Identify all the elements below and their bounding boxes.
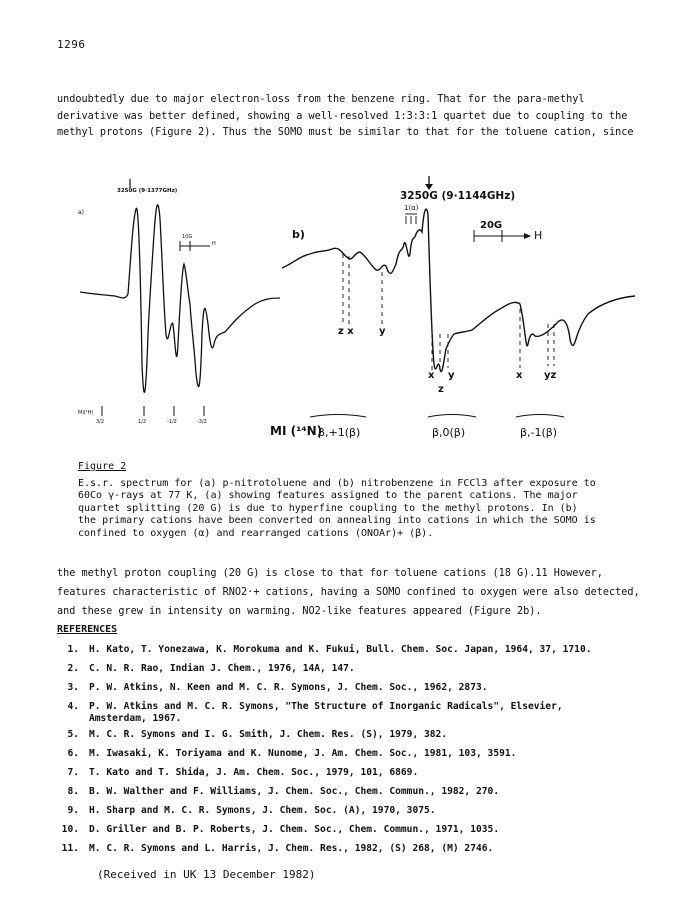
reference-text: M. Iwasaki, K. Toriyama and K. Nunome, J. Am. Chem. Soc., 1981, 103, 3591.: [89, 748, 517, 759]
beta-label: β,-1(β): [520, 426, 558, 439]
reference-text: C. N. R. Rao, Indian J. Chem., 1976, 14A, 147.: [89, 663, 355, 674]
caption-line: quartet splitting (20 G) is due to hyperfine coupling to the methyl protons. In (b): [78, 502, 578, 514]
reference-text-continued: Amsterdam, 1967.: [89, 713, 182, 724]
references-heading: REFERENCES: [57, 624, 118, 635]
beta-label: β,+1(β): [318, 426, 361, 439]
reference-text: D. Griller and B. P. Roberts, J. Chem. Soc., Chem. Commun., 1971, 1035.: [89, 824, 500, 835]
panel-b-left-label: y: [379, 326, 386, 337]
caption-line: the primary cations have been converted on annealing into cations in which the SOMO is: [78, 515, 596, 526]
figure-2: [70, 174, 645, 469]
reference-item: [57, 729, 657, 748]
reference-item: [57, 644, 657, 663]
panel-a-mi-value: 1/2: [138, 419, 147, 425]
intro-line: methyl protons (Figure 2). Thus the SOMO must be similar to that for the toluene cation, since: [57, 127, 634, 138]
panel-b-label: b): [292, 228, 305, 241]
reference-item: [57, 824, 657, 843]
reference-item: [57, 701, 657, 729]
panel-a-label: a): [78, 209, 85, 216]
reference-number: 9.: [67, 805, 79, 816]
reference-text: T. Kato and T. Shida, J. Am. Chem. Soc., 1979, 101, 6869.: [89, 767, 419, 778]
references-list: [57, 644, 657, 862]
reference-number: 4.: [67, 701, 79, 712]
reference-number: 5.: [67, 729, 79, 740]
body-line: and these grew in intensity on warming. NO2-like features appeared (Figure 2b).: [57, 606, 542, 617]
panel-a-scale-unit: H: [212, 241, 216, 247]
reference-number: 7.: [67, 767, 79, 778]
panel-a-mi-value: -1/2: [167, 419, 177, 425]
panel-b-mi-label: MI (¹⁴N): [270, 424, 323, 438]
reference-text: H. Kato, T. Yonezawa, K. Morokuma and K. Fukui, Bull. Chem. Soc. Japan, 1964, 37, 1710.: [89, 644, 592, 655]
beta-label: β,0(β): [432, 426, 466, 439]
figure-caption: [78, 461, 618, 540]
reference-number: 6.: [67, 748, 79, 759]
panel-a-mi-value: 3/2: [96, 419, 105, 425]
caption-line: E.s.r. spectrum for (a) p-nitrotoluene and (b) nitrobenzene in FCCl3 after exposure to: [78, 477, 596, 489]
intro-line: derivative was better defined, showing a well-resolved 1:3:3:1 quartet due to coupling to the: [57, 110, 628, 122]
panel-a-mi-value: -3/2: [197, 419, 207, 425]
caption-line: confined to oxygen (α) and rearranged cations (ONOAr)+ (β).: [78, 527, 434, 539]
reference-number: 11.: [61, 843, 79, 854]
reference-item: [57, 767, 657, 786]
panel-b-scale-unit: H: [534, 229, 543, 242]
reference-number: 2.: [67, 663, 79, 674]
panel-b-field-label: 3250G (9·1144GHz): [400, 190, 516, 202]
reference-text: B. W. Walther and F. Williams, J. Chem. Soc., Chem. Commun., 1982, 270.: [89, 786, 500, 797]
reference-item: [57, 682, 657, 701]
intro-line: undoubtedly due to major electron-loss from the benzene ring. That for the para-methyl: [57, 94, 585, 105]
panel-a-scale-label: 10G: [182, 234, 193, 240]
spectrum-b-trace: [282, 209, 635, 372]
beta-brackets: [310, 415, 564, 418]
reference-item: [57, 663, 657, 682]
reference-text: M. C. R. Symons and I. G. Smith, J. Chem. Res. (S), 1979, 382.: [89, 729, 448, 740]
body-paragraph: [57, 564, 640, 621]
reference-number: 1.: [67, 644, 79, 655]
spectrum-a-trace: [80, 205, 280, 393]
reference-text: H. Sharp and M. C. R. Symons, J. Chem. Soc. (A), 1970, 3075.: [89, 805, 436, 816]
intro-paragraph: [57, 92, 637, 142]
panel-b-right-label: yz: [544, 370, 557, 381]
reference-text: P. W. Atkins, N. Keen and M. C. R. Symons, J. Chem. Soc., 1962, 2873.: [89, 682, 488, 693]
esr-spectra: [70, 174, 645, 469]
reference-number: 8.: [67, 786, 79, 797]
page-number: 1296: [57, 38, 86, 51]
reference-item: [57, 805, 657, 824]
caption-line: 60Co γ-rays at 77 K, (a) showing features assigned to the parent cations. The major: [78, 490, 578, 501]
panel-b-right-label: x: [516, 370, 523, 381]
reference-number: 3.: [67, 682, 79, 693]
panel-b-alpha-label: 1(α): [404, 204, 419, 212]
body-line: features characteristic of RNO2·+ cations, having a SOMO confined to oxygen were also detected,: [57, 587, 640, 598]
reference-item: [57, 843, 657, 862]
panel-b-center-label: x: [428, 370, 435, 381]
reference-text: M. C. R. Symons and L. Harris, J. Chem. Res., 1982, (S) 268, (M) 2746.: [89, 843, 494, 854]
reference-item: [57, 748, 657, 767]
panel-a-mi-label: MI(¹H): [78, 410, 94, 416]
received-date: (Received in UK 13 December 1982): [97, 868, 316, 881]
caption-title: Figure 2: [78, 461, 127, 472]
panel-a-field-label: 3250G (9·1377GHz): [117, 188, 178, 194]
panel-b-scale-label: 20G: [480, 220, 503, 231]
reference-item: [57, 786, 657, 805]
reference-text: P. W. Atkins and M. C. R. Symons, "The Structure of Inorganic Radicals", Elsevier,: [89, 701, 563, 712]
body-line: the methyl proton coupling (20 G) is close to that for toluene cations (18 G).11 However,: [57, 568, 603, 579]
reference-number: 10.: [61, 824, 79, 835]
panel-b-center-label: y: [448, 370, 455, 381]
panel-b-center-label: z: [438, 384, 444, 395]
panel-b-left-label: z x: [338, 326, 354, 337]
